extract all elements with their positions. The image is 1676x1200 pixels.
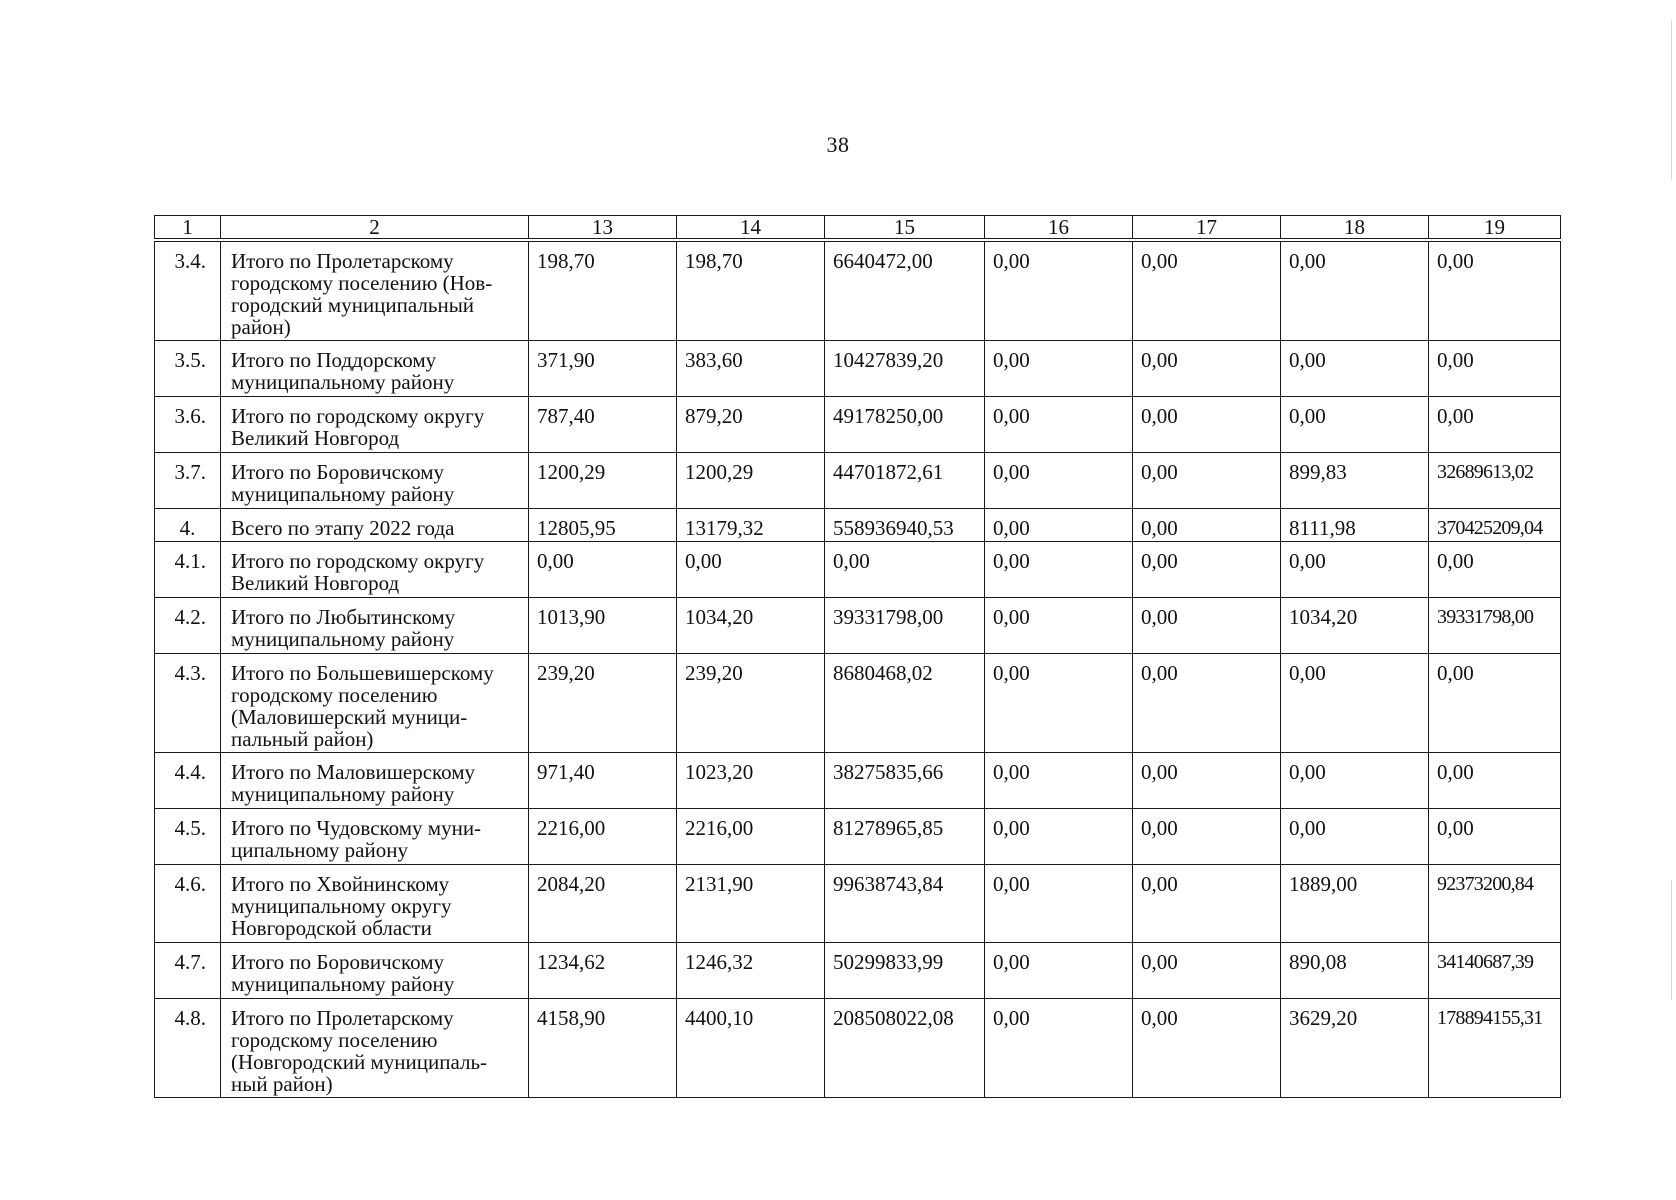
cell-18: 1889,00 [1281,865,1429,943]
cell-18: 1034,20 [1281,598,1429,654]
row-name: Итого по Боровичскому муниципальному району [221,943,529,999]
column-header: 1 [155,216,221,241]
table-row [155,809,1561,865]
row-name: Итого по Чудовскому муни-ципальному району [221,809,529,865]
cell-15: 558936940,53 [825,509,985,542]
cell-19: 39331798,00 [1429,598,1561,654]
cell-19: 0,00 [1429,809,1561,865]
row-number: 4.2. [155,598,221,654]
row-number: 3.4. [155,240,221,341]
cell-16: 0,00 [985,341,1133,397]
cell-15: 0,00 [825,542,985,598]
cell-14: 1200,29 [677,453,825,509]
cell-17: 0,00 [1133,509,1281,542]
page-number: 38 [826,132,850,157]
cell-16: 0,00 [985,453,1133,509]
cell-13: 787,40 [529,397,677,453]
cell-16: 0,00 [985,865,1133,943]
cell-15: 39331798,00 [825,598,985,654]
table-row [155,542,1561,598]
cell-16: 0,00 [985,598,1133,654]
cell-14: 0,00 [677,542,825,598]
table-row [155,453,1561,509]
cell-16: 0,00 [985,542,1133,598]
cell-17: 0,00 [1133,453,1281,509]
cell-13: 198,70 [529,240,677,341]
scan-edge-mark [1671,880,1672,1000]
table-row [155,240,1561,341]
column-header: 19 [1429,216,1561,241]
row-name: Итого по Маловишерскому муниципальному району [221,753,529,809]
cell-14: 383,60 [677,341,825,397]
cell-14: 13179,32 [677,509,825,542]
cell-15: 8680468,02 [825,654,985,753]
row-name: Итого по Поддорскому муниципальному району [221,341,529,397]
cell-14: 4400,10 [677,999,825,1098]
cell-14: 879,20 [677,397,825,453]
cell-19: 178894155,31 [1429,999,1561,1098]
header-row [155,216,1561,241]
cell-19: 92373200,84 [1429,865,1561,943]
cell-18: 899,83 [1281,453,1429,509]
column-header: 17 [1133,216,1281,241]
table-row [155,865,1561,943]
cell-16: 0,00 [985,509,1133,542]
row-number: 4.5. [155,809,221,865]
column-header: 13 [529,216,677,241]
row-name: Итого по Хвойнинскому муниципальному округу Новгородской области [221,865,529,943]
row-name: Итого по Любытинскому муниципальному району [221,598,529,654]
table-row [155,999,1561,1098]
cell-19: 32689613,02 [1429,453,1561,509]
table-row [155,341,1561,397]
cell-14: 198,70 [677,240,825,341]
cell-18: 0,00 [1281,542,1429,598]
cell-17: 0,00 [1133,240,1281,341]
cell-17: 0,00 [1133,753,1281,809]
cell-18: 0,00 [1281,654,1429,753]
cell-13: 12805,95 [529,509,677,542]
row-number: 4. [155,509,221,542]
cell-13: 1013,90 [529,598,677,654]
cell-19: 0,00 [1429,397,1561,453]
cell-13: 4158,90 [529,999,677,1098]
cell-19: 0,00 [1429,542,1561,598]
scan-edge-mark [1671,20,1672,180]
row-name: Итого по Боровичскому муниципальному району [221,453,529,509]
cell-18: 0,00 [1281,397,1429,453]
cell-17: 0,00 [1133,542,1281,598]
data-table [154,215,1561,1098]
row-number: 3.7. [155,453,221,509]
cell-13: 0,00 [529,542,677,598]
table-row [155,753,1561,809]
cell-17: 0,00 [1133,943,1281,999]
table-row [155,509,1561,542]
row-number: 4.3. [155,654,221,753]
cell-14: 239,20 [677,654,825,753]
cell-18: 8111,98 [1281,509,1429,542]
cell-15: 44701872,61 [825,453,985,509]
row-name: Всего по этапу 2022 года [221,509,529,542]
row-number: 3.5. [155,341,221,397]
column-header: 16 [985,216,1133,241]
table-row [155,598,1561,654]
cell-19: 0,00 [1429,240,1561,341]
cell-18: 3629,20 [1281,999,1429,1098]
cell-15: 6640472,00 [825,240,985,341]
cell-18: 0,00 [1281,809,1429,865]
cell-19: 370425209,04 [1429,509,1561,542]
cell-15: 38275835,66 [825,753,985,809]
row-name: Итого по Пролетарскому городскому поселению (Новгородский муниципаль-ный район) [221,999,529,1098]
cell-13: 2084,20 [529,865,677,943]
cell-13: 1234,62 [529,943,677,999]
cell-15: 99638743,84 [825,865,985,943]
cell-18: 0,00 [1281,753,1429,809]
cell-13: 371,90 [529,341,677,397]
table-row [155,654,1561,753]
cell-15: 81278965,85 [825,809,985,865]
cell-16: 0,00 [985,753,1133,809]
cell-14: 1023,20 [677,753,825,809]
cell-13: 2216,00 [529,809,677,865]
cell-16: 0,00 [985,999,1133,1098]
cell-16: 0,00 [985,240,1133,341]
cell-16: 0,00 [985,654,1133,753]
cell-16: 0,00 [985,943,1133,999]
cell-15: 208508022,08 [825,999,985,1098]
cell-14: 2216,00 [677,809,825,865]
cell-16: 0,00 [985,809,1133,865]
cell-17: 0,00 [1133,654,1281,753]
cell-18: 890,08 [1281,943,1429,999]
cell-19: 34140687,39 [1429,943,1561,999]
row-number: 4.4. [155,753,221,809]
cell-14: 1034,20 [677,598,825,654]
column-header: 18 [1281,216,1429,241]
row-name: Итого по Большевишерскому городскому поселению (Маловишерский муници-пальный район) [221,654,529,753]
cell-19: 0,00 [1429,753,1561,809]
row-number: 3.6. [155,397,221,453]
cell-18: 0,00 [1281,341,1429,397]
cell-15: 10427839,20 [825,341,985,397]
cell-17: 0,00 [1133,397,1281,453]
cell-13: 239,20 [529,654,677,753]
row-name: Итого по городскому округу Великий Новгород [221,542,529,598]
cell-19: 0,00 [1429,654,1561,753]
cell-17: 0,00 [1133,341,1281,397]
cell-17: 0,00 [1133,809,1281,865]
cell-13: 971,40 [529,753,677,809]
cell-13: 1200,29 [529,453,677,509]
table-row [155,943,1561,999]
cell-15: 49178250,00 [825,397,985,453]
column-header: 2 [221,216,529,241]
row-number: 4.1. [155,542,221,598]
row-number: 4.6. [155,865,221,943]
row-name: Итого по Пролетарскому городскому поселению (Нов-городский муниципальный район) [221,240,529,341]
cell-14: 2131,90 [677,865,825,943]
row-name: Итого по городскому округу Великий Новгород [221,397,529,453]
cell-17: 0,00 [1133,865,1281,943]
row-number: 4.7. [155,943,221,999]
cell-17: 0,00 [1133,598,1281,654]
column-header: 15 [825,216,985,241]
column-header: 14 [677,216,825,241]
cell-15: 50299833,99 [825,943,985,999]
row-number: 4.8. [155,999,221,1098]
cell-19: 0,00 [1429,341,1561,397]
cell-17: 0,00 [1133,999,1281,1098]
table-row [155,397,1561,453]
cell-18: 0,00 [1281,240,1429,341]
cell-16: 0,00 [985,397,1133,453]
cell-14: 1246,32 [677,943,825,999]
